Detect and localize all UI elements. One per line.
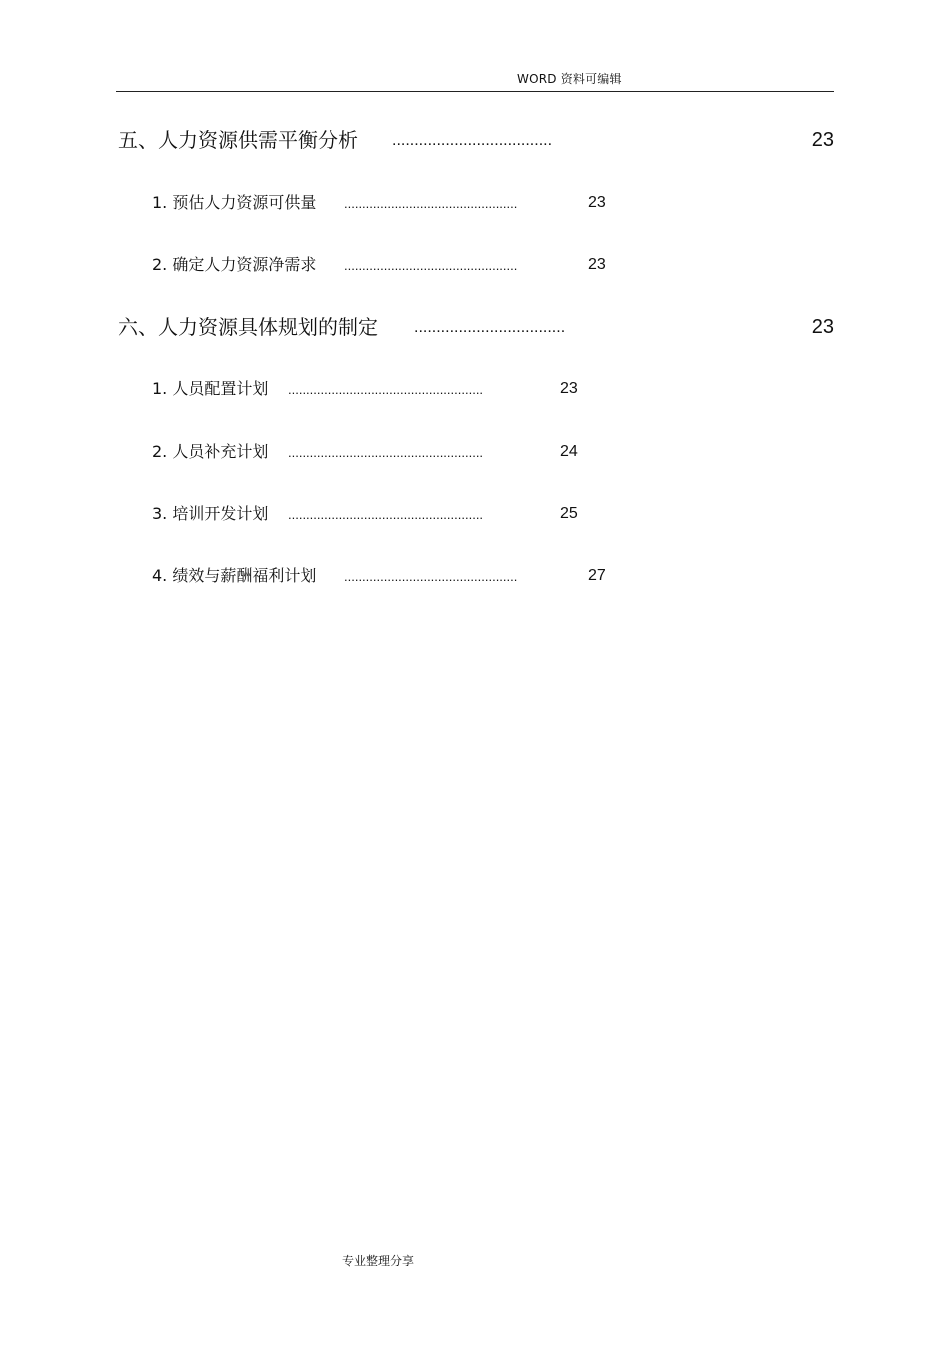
toc-dot-leader: ...................................................... [288,382,484,397]
toc-dot-leader: .................................... [392,132,553,149]
toc-page-number: 23 [588,194,606,211]
toc-entry-5-2[interactable] [152,257,612,277]
toc-entry-section-5[interactable] [118,130,834,154]
toc-page-number: 23 [811,129,834,151]
toc-dot-leader: ................................................ [344,569,518,584]
toc-dot-leader: ...................................................... [288,445,484,460]
toc-page-number: 24 [560,443,578,460]
toc-entry-6-4[interactable] [152,568,612,588]
toc-entry-label: 2. 确定人力资源净需求 [152,255,317,274]
toc-entry-label: 3. 培训开发计划 [152,504,269,523]
toc-page-number: 23 [811,316,834,338]
toc-entry-5-1[interactable] [152,195,612,215]
toc-entry-label: 1. 预估人力资源可供量 [152,193,317,212]
toc-entry-6-2[interactable] [152,444,592,464]
toc-dot-leader: .................................. [414,319,566,336]
header-divider [116,91,834,92]
toc-entry-6-3[interactable] [152,506,592,526]
toc-entry-label: 2. 人员补充计划 [152,442,269,461]
toc-entry-section-6[interactable] [118,317,834,341]
toc-entry-title: 五、人力资源供需平衡分析 [118,128,358,152]
toc-entry-6-1[interactable] [152,381,592,401]
toc-page-number: 23 [560,380,578,397]
toc-page-number: 27 [588,567,606,584]
toc-dot-leader: ................................................ [344,196,518,211]
toc-entry-title: 六、人力资源具体规划的制定 [118,315,378,339]
toc-entry-label: 4. 绩效与薪酬福利计划 [152,566,317,585]
toc-entry-label: 1. 人员配置计划 [152,379,269,398]
toc-dot-leader: ...................................................... [288,507,484,522]
toc-page-number: 25 [560,505,578,522]
toc-page-number: 23 [588,256,606,273]
page-header: WORD 资料可编辑 [517,72,622,86]
toc-dot-leader: ................................................ [344,258,518,273]
page-footer: 专业整理分享 [342,1254,415,1268]
